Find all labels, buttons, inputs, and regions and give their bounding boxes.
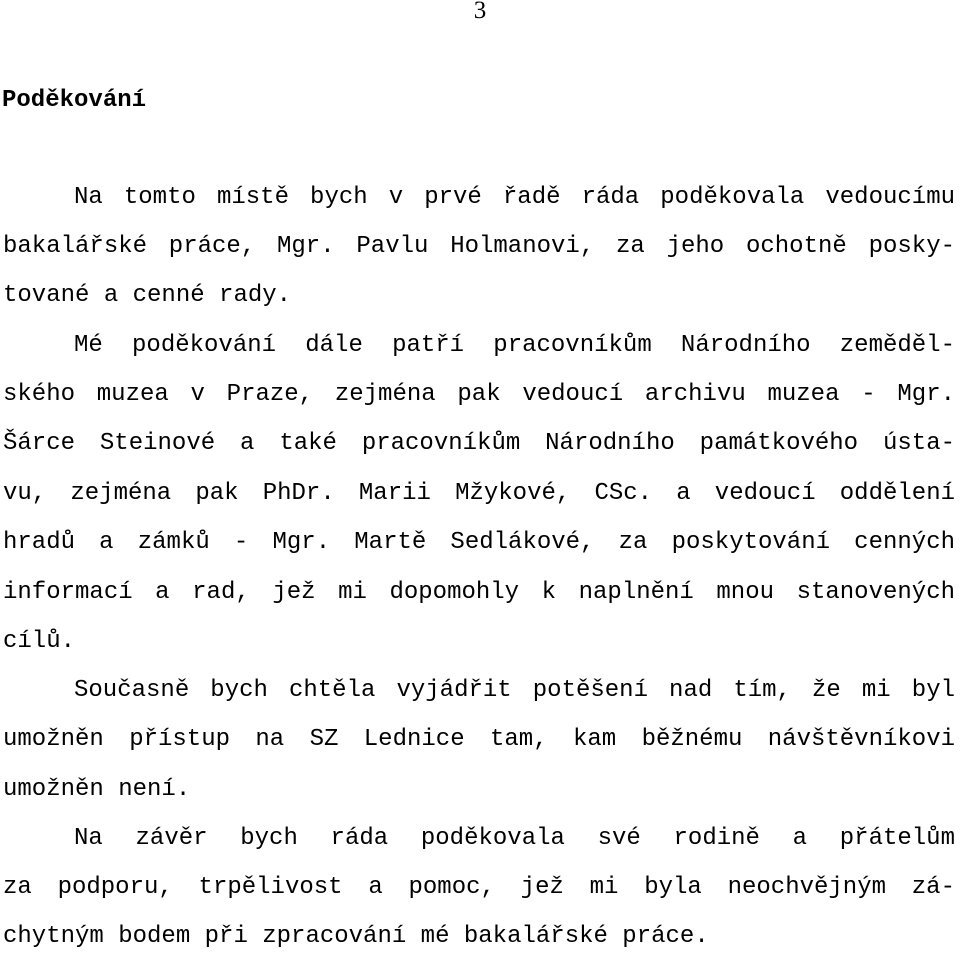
paragraph-2-line-6: informací a rad, jež mi dopomohly k naplnění mnou stanovených [3, 579, 955, 606]
paragraph-2-line-4: vu, zejména pak PhDr. Marii Mžykové, CSc. a vedoucí oddělení [3, 480, 955, 507]
paragraph-3-line-1: Současně bych chtěla vyjádřit potěšení nad tím, že mi byl [74, 677, 955, 704]
paragraph-2-line-2: ského muzea v Praze, zejména pak vedoucí archivu muzea - Mgr. [3, 381, 955, 408]
paragraph-1-line-3: tované a cenné rady. [3, 282, 292, 309]
paragraph-4-line-2: za podporu, trpělivost a pomoc, jež mi byla neochvějným zá- [3, 874, 955, 901]
paragraph-1-line-1: Na tomto místě bych v prvé řadě ráda poděkovala vedoucímu [74, 184, 955, 211]
paragraph-4-line-1: Na závěr bych ráda poděkovala své rodině a přátelům [74, 825, 955, 852]
paragraph-2-line-7: cílů. [3, 628, 76, 655]
paragraph-2-line-5: hradů a zámků - Mgr. Martě Sedlákové, za poskytování cenných [3, 529, 955, 556]
paragraph-2-line-1: Mé poděkování dále patří pracovníkům Národního zeměděl- [74, 332, 955, 359]
page-title: Poděkování [2, 87, 147, 114]
page-number: 3 [473, 0, 487, 24]
paragraph-3-line-3: umožněn není. [3, 776, 191, 803]
paragraph-2-line-3: Šárce Steinové a také pracovníkům Národního památkového ústa- [3, 430, 955, 457]
paragraph-1-line-2: bakalářské práce, Mgr. Pavlu Holmanovi, za jeho ochotně posky- [3, 233, 955, 260]
paragraph-4-line-3: chytným bodem při zpracování mé bakalářské práce. [3, 923, 709, 950]
paragraph-3-line-2: umožněn přístup na SZ Lednice tam, kam běžnému návštěvníkovi [3, 726, 955, 753]
